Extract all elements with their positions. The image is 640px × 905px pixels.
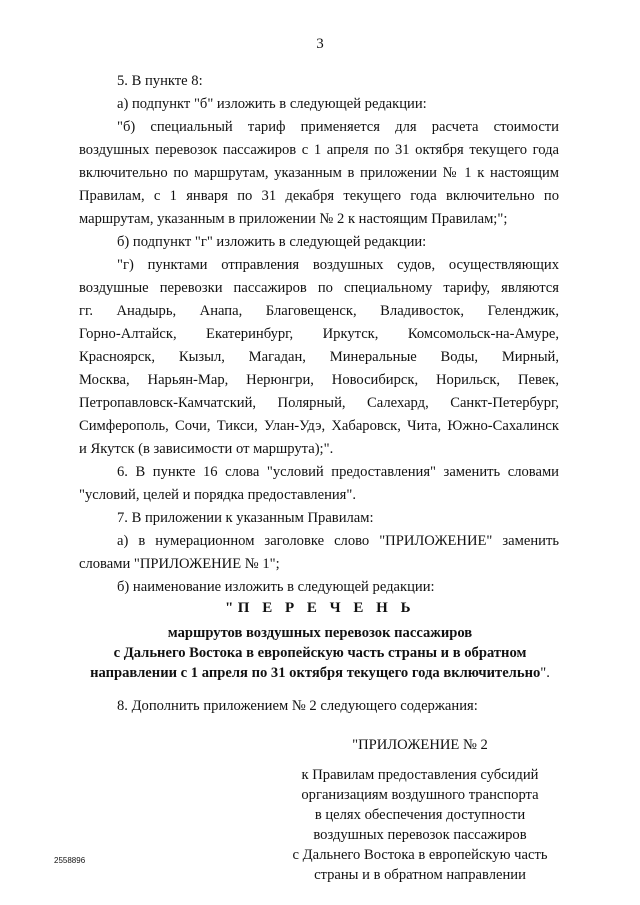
- page-number: 3: [316, 36, 324, 52]
- body-line: "г) пунктами отправления воздушных судов, осуществляющих: [117, 257, 559, 273]
- list-subtitle-line-3-wrap: [0, 663, 640, 683]
- body-line: Симферополь, Сочи, Тикси, Улан-Удэ, Хабаровск, Чита, Южно-Сахалинск: [79, 418, 559, 434]
- body-line: включительно по маршрутам, указанным в приложении № 1 к настоящим: [79, 165, 559, 181]
- body-line: Петропавловск-Камчатский, Полярный, Салехард, Санкт-Петербург,: [79, 395, 559, 411]
- list-subtitle-line-2: с Дальнего Востока в европейскую часть страны и в обратном: [113, 645, 527, 661]
- body-line: б) подпункт "г" изложить в следующей редакции:: [117, 234, 427, 250]
- body-line: 6. В пункте 16 слова "условий предоставления" заменить словами: [117, 464, 559, 480]
- annex-line-4: воздушных перевозок пассажиров: [313, 827, 527, 843]
- body-line: словами "ПРИЛОЖЕНИЕ № 1";: [79, 556, 280, 572]
- body-line: маршрутам, указанным в приложении № 2 к настоящим Правилам;";: [79, 211, 508, 227]
- body-line: Правилам, с 1 января по 31 декабря текущего года включительно по: [79, 188, 559, 204]
- list-title: "П Е Р Е Ч Е Н Ь: [224, 600, 415, 616]
- annex-title: "ПРИЛОЖЕНИЕ № 2: [352, 737, 488, 753]
- list-subtitle-tail: ".: [540, 665, 550, 681]
- body-line: а) подпункт "б" изложить в следующей редакции:: [117, 96, 427, 112]
- body-line: Горно-Алтайск, Екатеринбург, Иркутск, Комсомольск-на-Амуре,: [79, 326, 559, 342]
- body-line: Красноярск, Кызыл, Магадан, Минеральные Воды, Мирный,: [79, 349, 559, 365]
- annex-line-6: страны и в обратном направлении: [314, 867, 526, 883]
- body-line: 5. В пункте 8:: [117, 73, 203, 89]
- body-line: гг. Анадырь, Анапа, Благовещенск, Владивосток, Геленджик,: [79, 303, 559, 319]
- item-8: 8. Дополнить приложением № 2 следующего содержания:: [117, 698, 478, 714]
- list-subtitle-line-3: направлении с 1 апреля по 31 октября текущего года включительно: [90, 665, 541, 681]
- body-line: и Якутск (в зависимости от маршрута);".: [79, 441, 334, 457]
- annex-line-3: в целях обеспечения доступности: [314, 807, 526, 823]
- annex-line-5: с Дальнего Востока в европейскую часть: [292, 847, 548, 863]
- annex-line-2: организациям воздушного транспорта: [301, 787, 539, 803]
- body-line: "условий, целей и порядка предоставления".: [79, 487, 357, 503]
- body-line: а) в нумерационном заголовке слово "ПРИЛОЖЕНИЕ" заменить: [117, 533, 559, 549]
- body-line: воздушных перевозок пассажиров с 1 апреля по 31 октября текущего года: [79, 142, 559, 158]
- body-line: Москва, Нарьян-Мар, Нерюнгри, Новосибирск, Норильск, Певек,: [79, 372, 559, 388]
- annex-line-1: к Правилам предоставления субсидий: [301, 767, 539, 783]
- body-line: "б) специальный тариф применяется для расчета стоимости: [117, 119, 559, 135]
- body-line: б) наименование изложить в следующей редакции:: [117, 579, 435, 595]
- body-line: воздушные перевозки пассажиров по специальному тарифу, являются: [79, 280, 559, 296]
- list-subtitle-line-1: маршрутов воздушных перевозок пассажиров: [167, 625, 473, 641]
- body-line: 7. В приложении к указанным Правилам:: [117, 510, 374, 526]
- document-id: 2558896: [54, 856, 86, 865]
